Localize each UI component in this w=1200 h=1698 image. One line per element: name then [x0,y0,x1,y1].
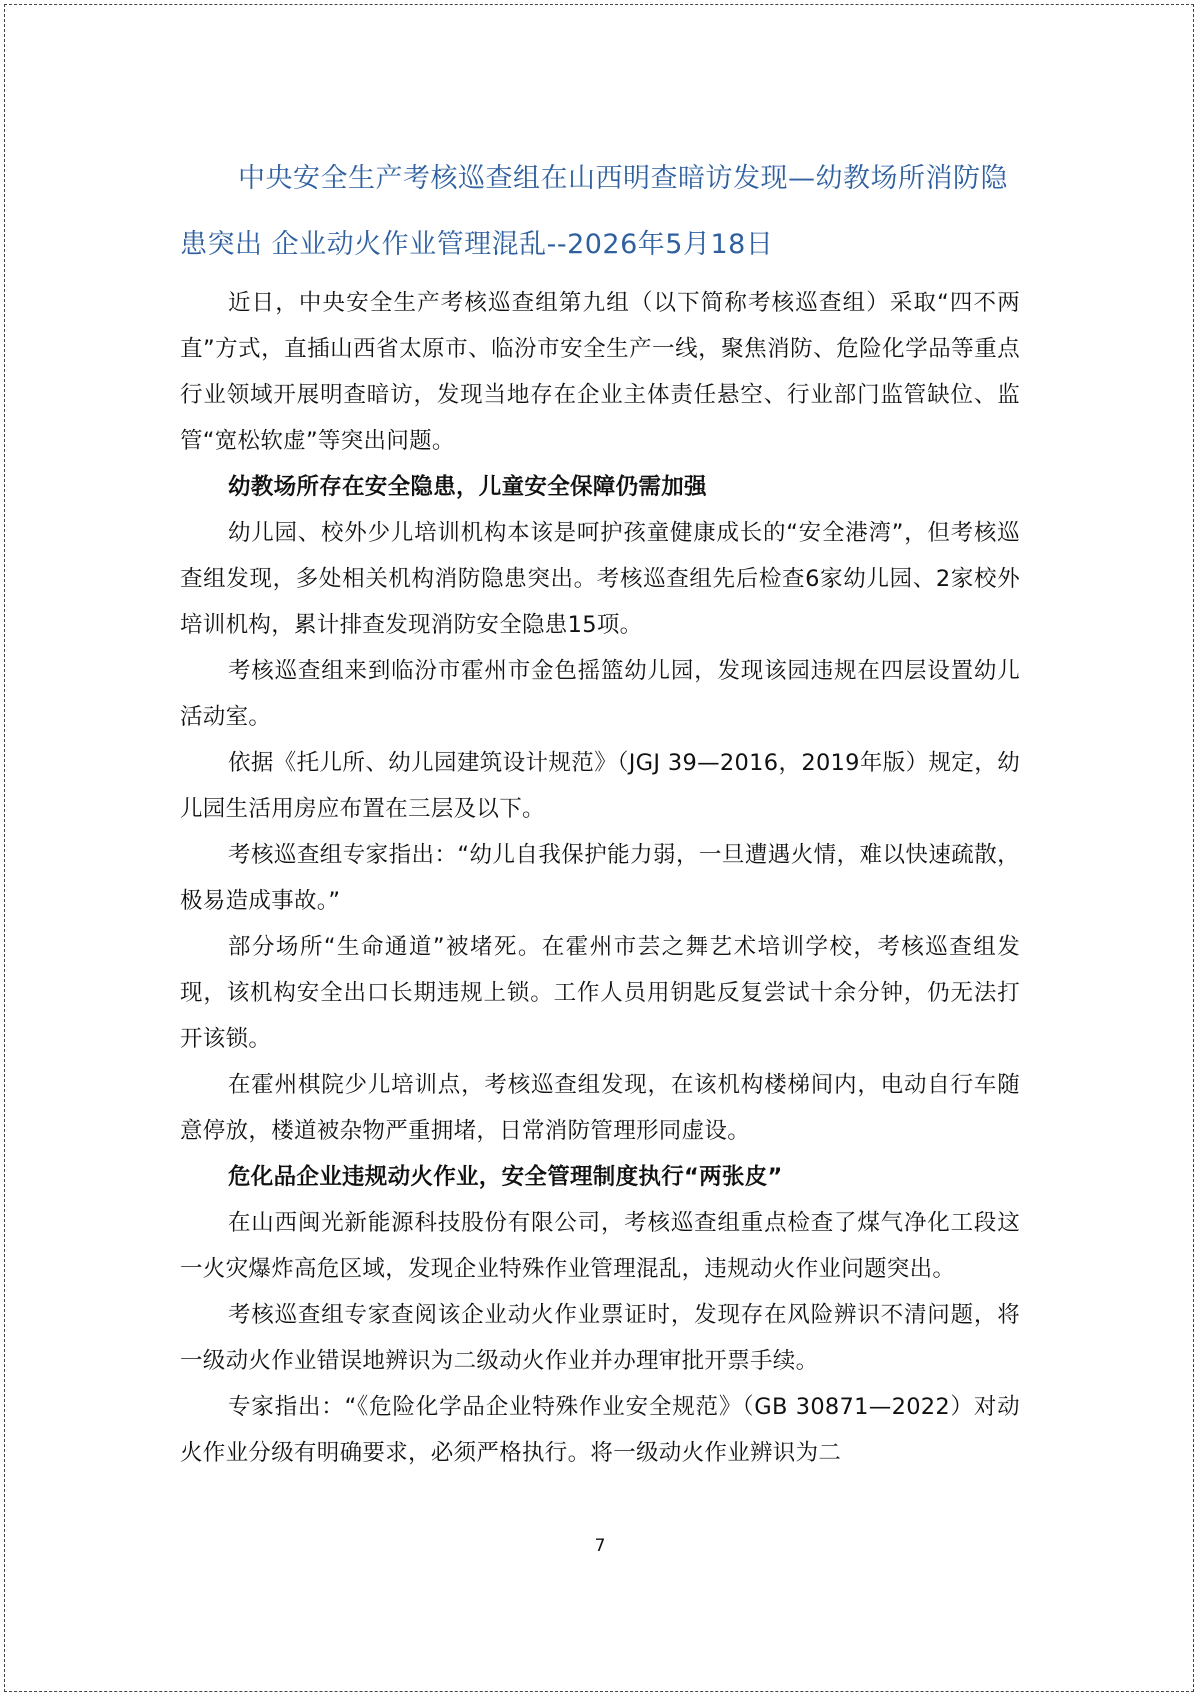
paragraph: 考核巡查组专家指出：“幼儿自我保护能力弱，一旦遭遇火情，难以快速疏散，极易造成事故。” [180,842,1020,914]
paragraph: 部分场所“生命通道”被堵死。在霍州市芸之舞艺术培训学校，考核巡查组发现，该机构安全出口长期违规上锁。工作人员用钥匙反复尝试十余分钟，仍无法打开该锁。 [180,934,1020,1052]
paragraph: 在霍州棋院少儿培训点，考核巡查组发现，在该机构楼梯间内，电动自行车随意停放，楼道被杂物严重拥堵，日常消防管理形同虚设。 [180,1072,1020,1144]
document-title: 中央安全生产考核巡查组在山西明查暗访发现—幼教场所消防隐患突出 企业动火作业管理混乱--2026年5月18日 [180,163,1008,260]
paragraph: 在山西闽光新能源科技股份有限公司，考核巡查组重点检查了煤气净化工段这一火灾爆炸高危区域，发现企业特殊作业管理混乱，违规动火作业问题突出。 [180,1210,1020,1282]
page-number: 7 [594,1536,606,1556]
paragraph: 依据《托儿所、幼儿园建筑设计规范》（JGJ 39—2016，2019年版）规定，幼儿园生活用房应布置在三层及以下。 [180,750,1020,822]
paragraph-intro: 近日，中央安全生产考核巡查组第九组（以下简称考核巡查组）采取“四不两直”方式，直插山西省太原市、临汾市安全生产一线，聚焦消防、危险化学品等重点行业领域开展明查暗访，发现当地存在企业主体责任悬空、行业部门监管缺位、监管“宽松软虚”等突出问题。 [180,290,1020,454]
paragraph: 专家指出：“《危险化学品企业特殊作业安全规范》（GB 30871—2022）对动火作业分级有明确要求，必须严格执行。将一级动火作业辨识为二 [180,1394,1020,1466]
section-heading-kindergarten: 幼教场所存在安全隐患，儿童安全保障仍需加强 [228,474,707,500]
section-heading-chemical: 危化品企业违规动火作业，安全管理制度执行“两张皮” [228,1164,783,1190]
paragraph: 考核巡查组来到临汾市霍州市金色摇篮幼儿园，发现该园违规在四层设置幼儿活动室。 [180,658,1020,730]
paragraph: 考核巡查组专家查阅该企业动火作业票证时，发现存在风险辨识不清问题，将一级动火作业错误地辨识为二级动火作业并办理审批开票手续。 [180,1302,1020,1374]
paragraph: 幼儿园、校外少儿培训机构本该是呵护孩童健康成长的“安全港湾”，但考核巡查组发现，多处相关机构消防隐患突出。考核巡查组先后检查6家幼儿园、2家校外培训机构，累计排查发现消防安全隐患15项。 [180,520,1020,638]
document-body [180,146,1020,1476]
